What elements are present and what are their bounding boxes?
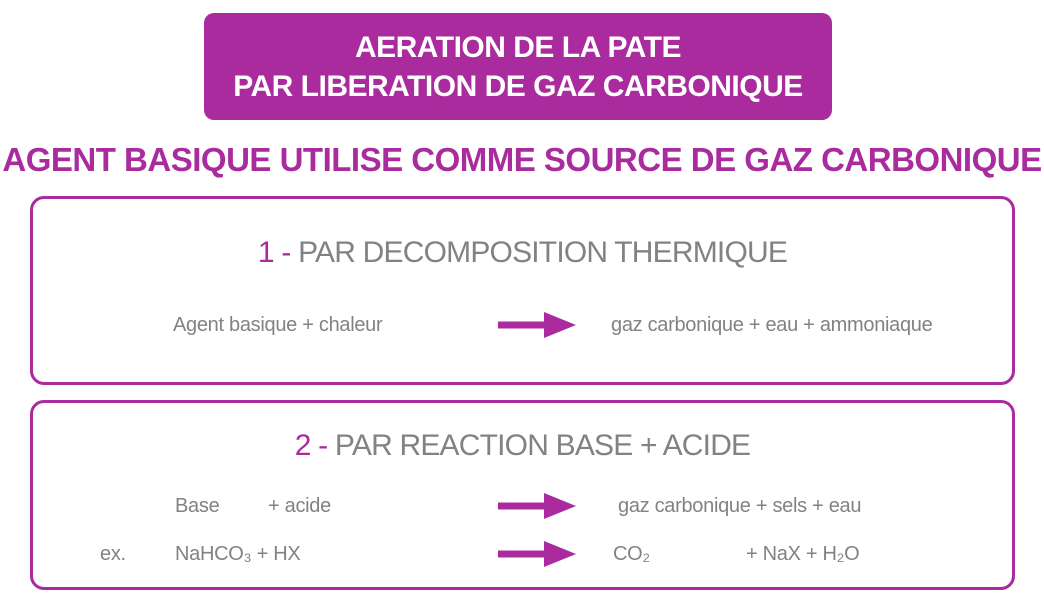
section-1-equation-right: gaz carbonique + eau + ammoniaque: [611, 314, 933, 336]
section-2-row2-co2: CO₂: [613, 543, 650, 565]
section-2-row1-acide: + acide: [268, 495, 331, 517]
section-2-row1-right: gaz carbonique + sels + eau: [618, 495, 862, 517]
arrow-right-icon: [498, 541, 576, 567]
title-line-2: PAR LIBERATION DE GAZ CARBONIQUE: [233, 69, 803, 103]
section-2-title: PAR REACTION BASE + ACIDE: [334, 429, 751, 462]
title-line-1: AERATION DE LA PATE: [354, 30, 682, 64]
arrow-right-icon: [498, 493, 576, 519]
section-2-heading: [33, 428, 1012, 464]
section-2-row2-right: + NaX + H₂O: [746, 543, 860, 565]
section-2-row1-base: Base: [175, 495, 220, 517]
section-2-row2-left: NaHCO₃ + HX: [175, 543, 301, 565]
section-2-panel: [30, 400, 1015, 590]
section-1-panel: [30, 196, 1015, 385]
page-subtitle: AGENT BASIQUE UTILISE COMME SOURCE DE GAZ CARBONIQUE: [2, 141, 1042, 178]
arrow-right-icon: [498, 312, 576, 338]
section-1-heading: [33, 235, 1012, 271]
section-1-title: PAR DECOMPOSITION THERMIQUE: [298, 236, 788, 269]
section-2-row2-prefix: ex.: [100, 543, 126, 565]
section-1-equation-left: Agent basique + chaleur: [173, 314, 383, 336]
section-1-number: 1 -: [257, 236, 299, 269]
section-2-number: 2 -: [294, 429, 335, 462]
title-banner: [204, 13, 832, 120]
